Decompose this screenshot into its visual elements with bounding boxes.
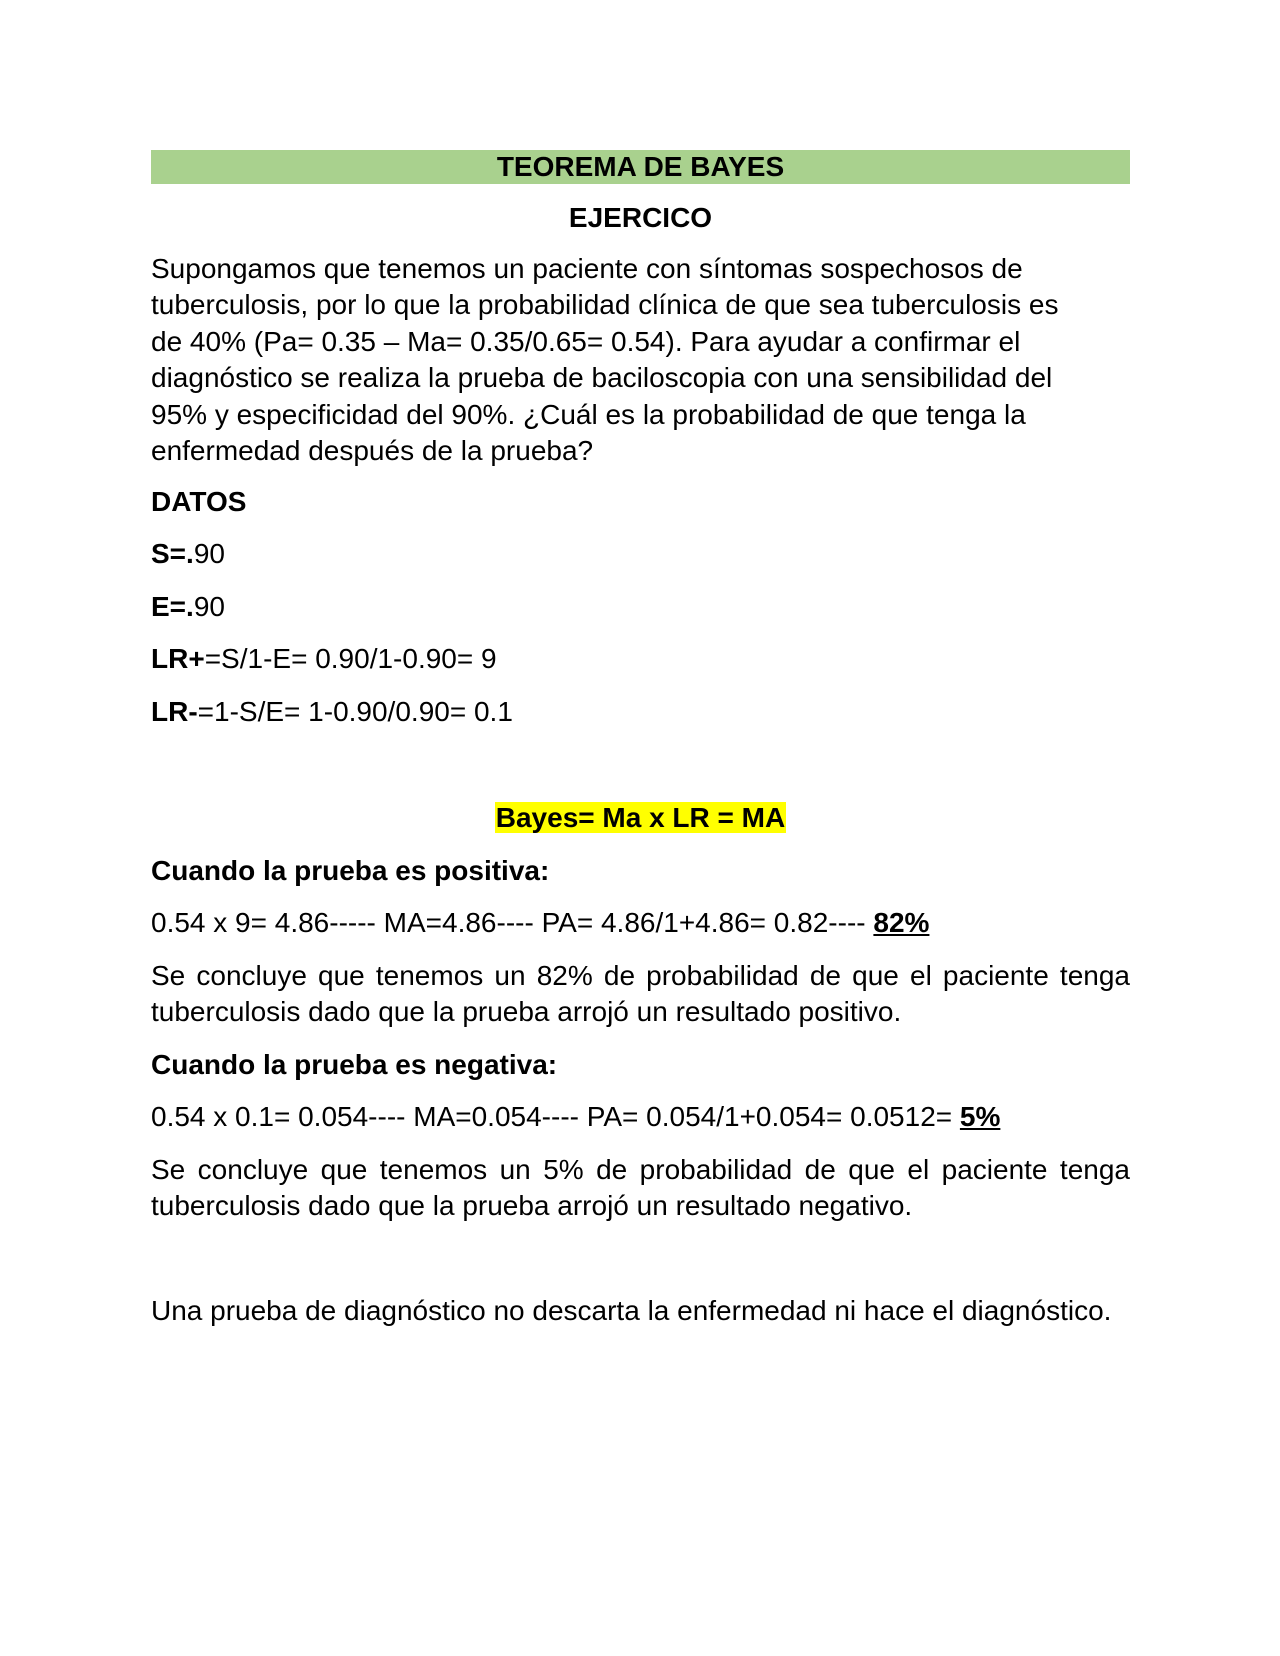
lr-negative-value: =1-S/E= 1-0.90/0.90= 0.1 bbox=[197, 695, 513, 727]
lr-positive-line bbox=[151, 641, 1130, 678]
sensitivity-label: S=. bbox=[151, 538, 194, 569]
negative-conclusion: Se concluye que tenemos un 5% de probabilidad de que el paciente tenga tuberculosis dado que la prueba arrojó un resultado negativo. bbox=[151, 1153, 1130, 1221]
positive-heading: Cuando la prueba es positiva: bbox=[151, 854, 550, 886]
datos-heading: DATOS bbox=[151, 485, 247, 517]
negative-calculation bbox=[151, 1099, 1130, 1136]
lr-negative-line bbox=[151, 694, 1130, 731]
problem-line: de 40% (Pa= 0.35 – Ma= 0.35/0.65= 0.54). Para ayudar a confirmar el bbox=[151, 325, 1021, 357]
problem-line: enfermedad después de la prueba? bbox=[151, 435, 594, 466]
lr-positive-value: =S/1-E= 0.90/1-0.90= 9 bbox=[204, 643, 497, 674]
positive-calculation bbox=[151, 905, 1130, 942]
problem-line: 95% y especificidad del 90%. ¿Cuál es la probabilidad de que tenga la bbox=[151, 398, 1026, 430]
specificity-line bbox=[151, 589, 1130, 626]
sensitivity-value: 90 bbox=[193, 538, 225, 569]
exercise-subtitle: EJERCICO bbox=[568, 202, 713, 233]
positive-calc-text: 0.54 x 9= 4.86----- MA=4.86---- PA= 4.86/1+4.86= 0.82---- bbox=[151, 907, 874, 938]
problem-line: diagnóstico se realiza la prueba de baciloscopia con una sensibilidad del bbox=[151, 362, 1053, 393]
problem-line: tuberculosis, por lo que la probabilidad clínica de que sea tuberculosis es bbox=[151, 289, 1059, 320]
specificity-label: E=. bbox=[151, 590, 194, 622]
negative-heading: Cuando la prueba es negativa: bbox=[151, 1048, 558, 1080]
positive-result: 82% bbox=[873, 907, 930, 938]
sensitivity-line bbox=[151, 536, 1130, 573]
document-title: TEOREMA DE BAYES bbox=[151, 150, 1130, 184]
positive-conclusion: Se concluye que tenemos un 82% de probabilidad de que el paciente tenga tuberculosis dado que la prueba arrojó un resultado positivo. bbox=[151, 959, 1130, 1027]
bayes-formula-line bbox=[151, 800, 1130, 837]
negative-calc-text: 0.54 x 0.1= 0.054---- MA=0.054---- PA= 0.054/1+0.054= 0.0512= bbox=[151, 1101, 960, 1132]
closing-statement: Una prueba de diagnóstico no descarta la enfermedad ni hace el diagnóstico. bbox=[151, 1294, 1112, 1326]
problem-statement bbox=[151, 251, 1130, 470]
bayes-formula: Bayes= Ma x LR = MA bbox=[495, 802, 786, 833]
problem-line: Supongamos que tenemos un paciente con síntomas sospechosos de bbox=[151, 252, 1023, 284]
negative-result: 5% bbox=[959, 1101, 1001, 1132]
specificity-value: 90 bbox=[193, 590, 225, 622]
lr-positive-label: LR+ bbox=[151, 643, 205, 674]
document-page bbox=[151, 150, 1130, 1329]
lr-negative-label: LR- bbox=[151, 695, 198, 727]
